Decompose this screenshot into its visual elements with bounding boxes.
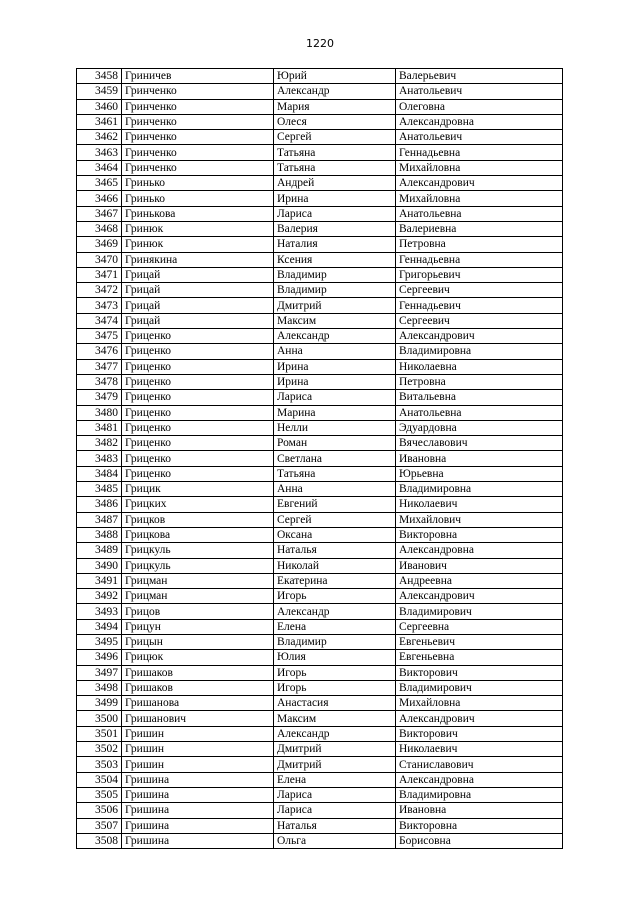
- patronymic-cell: Сергеевна: [396, 619, 563, 634]
- surname-cell: Грицков: [122, 512, 274, 527]
- table-row: [77, 298, 563, 313]
- row-number-cell: 3473: [77, 298, 122, 313]
- first-name-cell: Владимир: [274, 634, 396, 649]
- table-row: [77, 436, 563, 451]
- patronymic-cell: Викторович: [396, 726, 563, 741]
- surname-cell: Грицын: [122, 634, 274, 649]
- row-number-cell: 3486: [77, 497, 122, 512]
- name-table: [76, 68, 563, 849]
- row-number-cell: 3470: [77, 252, 122, 267]
- patronymic-cell: Михайловна: [396, 191, 563, 206]
- patronymic-cell: Григорьевич: [396, 267, 563, 282]
- first-name-cell: Владимир: [274, 267, 396, 282]
- table-row: [77, 283, 563, 298]
- row-number-cell: 3498: [77, 680, 122, 695]
- patronymic-cell: Сергеевич: [396, 313, 563, 328]
- patronymic-cell: Вячеславович: [396, 436, 563, 451]
- first-name-cell: Александр: [274, 726, 396, 741]
- patronymic-cell: Юрьевна: [396, 466, 563, 481]
- patronymic-cell: Геннадьевна: [396, 252, 563, 267]
- patronymic-cell: Геннадьевич: [396, 298, 563, 313]
- table-row: [77, 176, 563, 191]
- row-number-cell: 3503: [77, 757, 122, 772]
- row-number-cell: 3505: [77, 787, 122, 802]
- table-row: [77, 69, 563, 84]
- table-row: [77, 527, 563, 542]
- surname-cell: Гришина: [122, 818, 274, 833]
- table-row: [77, 267, 563, 282]
- surname-cell: Гриничев: [122, 69, 274, 84]
- table-row: [77, 420, 563, 435]
- patronymic-cell: Николаевич: [396, 497, 563, 512]
- patronymic-cell: Александровна: [396, 772, 563, 787]
- surname-cell: Гриценко: [122, 374, 274, 389]
- first-name-cell: Лариса: [274, 390, 396, 405]
- row-number-cell: 3460: [77, 99, 122, 114]
- row-number-cell: 3463: [77, 145, 122, 160]
- surname-cell: Гришина: [122, 803, 274, 818]
- first-name-cell: Елена: [274, 619, 396, 634]
- patronymic-cell: Валериевна: [396, 221, 563, 236]
- row-number-cell: 3501: [77, 726, 122, 741]
- row-number-cell: 3459: [77, 84, 122, 99]
- row-number-cell: 3477: [77, 359, 122, 374]
- first-name-cell: Юлия: [274, 650, 396, 665]
- surname-cell: Гринькова: [122, 206, 274, 221]
- table-row: [77, 221, 563, 236]
- patronymic-cell: Иванович: [396, 558, 563, 573]
- patronymic-cell: Геннадьевна: [396, 145, 563, 160]
- table-row: [77, 772, 563, 787]
- table-row: [77, 497, 563, 512]
- table-row: [77, 451, 563, 466]
- surname-cell: Гришанович: [122, 711, 274, 726]
- surname-cell: Гришаков: [122, 680, 274, 695]
- first-name-cell: Роман: [274, 436, 396, 451]
- first-name-cell: Нелли: [274, 420, 396, 435]
- patronymic-cell: Ивановна: [396, 451, 563, 466]
- table-row: [77, 405, 563, 420]
- table-row: [77, 833, 563, 848]
- first-name-cell: Оксана: [274, 527, 396, 542]
- patronymic-cell: Владимировна: [396, 787, 563, 802]
- table-row: [77, 191, 563, 206]
- patronymic-cell: Станиславович: [396, 757, 563, 772]
- first-name-cell: Максим: [274, 711, 396, 726]
- row-number-cell: 3489: [77, 543, 122, 558]
- row-number-cell: 3496: [77, 650, 122, 665]
- row-number-cell: 3474: [77, 313, 122, 328]
- patronymic-cell: Владимирович: [396, 604, 563, 619]
- surname-cell: Гринченко: [122, 114, 274, 129]
- surname-cell: Грицкуль: [122, 543, 274, 558]
- table-row: [77, 589, 563, 604]
- surname-cell: Гринякина: [122, 252, 274, 267]
- row-number-cell: 3458: [77, 69, 122, 84]
- row-number-cell: 3478: [77, 374, 122, 389]
- row-number-cell: 3467: [77, 206, 122, 221]
- patronymic-cell: Михайлович: [396, 512, 563, 527]
- surname-cell: Грицик: [122, 482, 274, 497]
- patronymic-cell: Николаевич: [396, 742, 563, 757]
- row-number-cell: 3464: [77, 160, 122, 175]
- table-row: [77, 543, 563, 558]
- surname-cell: Гринюк: [122, 237, 274, 252]
- patronymic-cell: Анатольевич: [396, 130, 563, 145]
- table-row: [77, 634, 563, 649]
- row-number-cell: 3500: [77, 711, 122, 726]
- first-name-cell: Юрий: [274, 69, 396, 84]
- table-row: [77, 114, 563, 129]
- row-number-cell: 3480: [77, 405, 122, 420]
- first-name-cell: Дмитрий: [274, 742, 396, 757]
- surname-cell: Грицун: [122, 619, 274, 634]
- first-name-cell: Светлана: [274, 451, 396, 466]
- first-name-cell: Ольга: [274, 833, 396, 848]
- surname-cell: Гришина: [122, 772, 274, 787]
- first-name-cell: Анастасия: [274, 696, 396, 711]
- patronymic-cell: Владимирович: [396, 680, 563, 695]
- row-number-cell: 3493: [77, 604, 122, 619]
- first-name-cell: Игорь: [274, 680, 396, 695]
- table-row: [77, 252, 563, 267]
- surname-cell: Грицких: [122, 497, 274, 512]
- surname-cell: Гринченко: [122, 84, 274, 99]
- row-number-cell: 3485: [77, 482, 122, 497]
- patronymic-cell: Александрович: [396, 329, 563, 344]
- patronymic-cell: Витальевна: [396, 390, 563, 405]
- first-name-cell: Екатерина: [274, 573, 396, 588]
- first-name-cell: Евгений: [274, 497, 396, 512]
- surname-cell: Гриценко: [122, 436, 274, 451]
- table-row: [77, 604, 563, 619]
- patronymic-cell: Николаевна: [396, 359, 563, 374]
- row-number-cell: 3475: [77, 329, 122, 344]
- table-row: [77, 742, 563, 757]
- surname-cell: Гришин: [122, 757, 274, 772]
- surname-cell: Гришина: [122, 833, 274, 848]
- surname-cell: Грицай: [122, 267, 274, 282]
- first-name-cell: Максим: [274, 313, 396, 328]
- patronymic-cell: Александровна: [396, 114, 563, 129]
- row-number-cell: 3481: [77, 420, 122, 435]
- first-name-cell: Дмитрий: [274, 757, 396, 772]
- patronymic-cell: Викторовна: [396, 527, 563, 542]
- surname-cell: Гринюк: [122, 221, 274, 236]
- first-name-cell: Олеся: [274, 114, 396, 129]
- surname-cell: Гриценко: [122, 390, 274, 405]
- table-row: [77, 206, 563, 221]
- surname-cell: Грицюк: [122, 650, 274, 665]
- patronymic-cell: Сергеевич: [396, 283, 563, 298]
- first-name-cell: Наталия: [274, 237, 396, 252]
- row-number-cell: 3484: [77, 466, 122, 481]
- surname-cell: Гриценко: [122, 405, 274, 420]
- row-number-cell: 3507: [77, 818, 122, 833]
- table-row: [77, 558, 563, 573]
- table-row: [77, 99, 563, 114]
- row-number-cell: 3495: [77, 634, 122, 649]
- patronymic-cell: Эдуардовна: [396, 420, 563, 435]
- table-row: [77, 787, 563, 802]
- row-number-cell: 3497: [77, 665, 122, 680]
- row-number-cell: 3487: [77, 512, 122, 527]
- row-number-cell: 3491: [77, 573, 122, 588]
- first-name-cell: Лариса: [274, 206, 396, 221]
- surname-cell: Гриценко: [122, 329, 274, 344]
- surname-cell: Грицай: [122, 313, 274, 328]
- table-row: [77, 512, 563, 527]
- surname-cell: Грицман: [122, 589, 274, 604]
- row-number-cell: 3471: [77, 267, 122, 282]
- first-name-cell: Татьяна: [274, 160, 396, 175]
- first-name-cell: Ирина: [274, 359, 396, 374]
- surname-cell: Гриценко: [122, 344, 274, 359]
- row-number-cell: 3479: [77, 390, 122, 405]
- surname-cell: Гринченко: [122, 145, 274, 160]
- patronymic-cell: Владимировна: [396, 344, 563, 359]
- first-name-cell: Наталья: [274, 818, 396, 833]
- surname-cell: Грицкуль: [122, 558, 274, 573]
- row-number-cell: 3506: [77, 803, 122, 818]
- patronymic-cell: Евгеньевна: [396, 650, 563, 665]
- first-name-cell: Лариса: [274, 803, 396, 818]
- patronymic-cell: Александрович: [396, 711, 563, 726]
- row-number-cell: 3508: [77, 833, 122, 848]
- patronymic-cell: Петровна: [396, 237, 563, 252]
- first-name-cell: Александр: [274, 604, 396, 619]
- table-row: [77, 237, 563, 252]
- table-row: [77, 665, 563, 680]
- table-row: [77, 803, 563, 818]
- first-name-cell: Марина: [274, 405, 396, 420]
- row-number-cell: 3465: [77, 176, 122, 191]
- surname-cell: Гринько: [122, 176, 274, 191]
- surname-cell: Гринченко: [122, 130, 274, 145]
- table-row: [77, 160, 563, 175]
- first-name-cell: Анна: [274, 344, 396, 359]
- surname-cell: Гришаков: [122, 665, 274, 680]
- first-name-cell: Мария: [274, 99, 396, 114]
- first-name-cell: Лариса: [274, 787, 396, 802]
- table-row: [77, 313, 563, 328]
- surname-cell: Гриценко: [122, 359, 274, 374]
- patronymic-cell: Ивановна: [396, 803, 563, 818]
- row-number-cell: 3472: [77, 283, 122, 298]
- patronymic-cell: Валерьевич: [396, 69, 563, 84]
- patronymic-cell: Андреевна: [396, 573, 563, 588]
- row-number-cell: 3502: [77, 742, 122, 757]
- first-name-cell: Ирина: [274, 374, 396, 389]
- surname-cell: Грицай: [122, 298, 274, 313]
- patronymic-cell: Петровна: [396, 374, 563, 389]
- table-row: [77, 466, 563, 481]
- patronymic-cell: Александрович: [396, 589, 563, 604]
- patronymic-cell: Александрович: [396, 176, 563, 191]
- patronymic-cell: Олеговна: [396, 99, 563, 114]
- table-row: [77, 619, 563, 634]
- row-number-cell: 3468: [77, 221, 122, 236]
- surname-cell: Гринченко: [122, 160, 274, 175]
- table-row: [77, 696, 563, 711]
- table-row: [77, 711, 563, 726]
- row-number-cell: 3488: [77, 527, 122, 542]
- surname-cell: Грицкова: [122, 527, 274, 542]
- first-name-cell: Татьяна: [274, 145, 396, 160]
- surname-cell: Гриценко: [122, 420, 274, 435]
- table-row: [77, 359, 563, 374]
- row-number-cell: 3461: [77, 114, 122, 129]
- table-row: [77, 818, 563, 833]
- table-row: [77, 390, 563, 405]
- row-number-cell: 3466: [77, 191, 122, 206]
- patronymic-cell: Владимировна: [396, 482, 563, 497]
- first-name-cell: Анна: [274, 482, 396, 497]
- row-number-cell: 3499: [77, 696, 122, 711]
- patronymic-cell: Викторовна: [396, 818, 563, 833]
- surname-cell: Гриценко: [122, 466, 274, 481]
- table-row: [77, 329, 563, 344]
- table-row: [77, 482, 563, 497]
- first-name-cell: Александр: [274, 84, 396, 99]
- table-row: [77, 84, 563, 99]
- row-number-cell: 3504: [77, 772, 122, 787]
- first-name-cell: Андрей: [274, 176, 396, 191]
- row-number-cell: 3490: [77, 558, 122, 573]
- first-name-cell: Дмитрий: [274, 298, 396, 313]
- first-name-cell: Игорь: [274, 665, 396, 680]
- patronymic-cell: Борисовна: [396, 833, 563, 848]
- table-row: [77, 650, 563, 665]
- table-row: [77, 374, 563, 389]
- row-number-cell: 3492: [77, 589, 122, 604]
- patronymic-cell: Анатольевич: [396, 84, 563, 99]
- patronymic-cell: Евгеньевич: [396, 634, 563, 649]
- surname-cell: Гришин: [122, 742, 274, 757]
- table-row: [77, 130, 563, 145]
- first-name-cell: Николай: [274, 558, 396, 573]
- table-row: [77, 726, 563, 741]
- first-name-cell: Владимир: [274, 283, 396, 298]
- first-name-cell: Сергей: [274, 130, 396, 145]
- patronymic-cell: Анатольевна: [396, 405, 563, 420]
- patronymic-cell: Анатольевна: [396, 206, 563, 221]
- table-row: [77, 573, 563, 588]
- row-number-cell: 3483: [77, 451, 122, 466]
- surname-cell: Грицов: [122, 604, 274, 619]
- surname-cell: Гринько: [122, 191, 274, 206]
- surname-cell: Гришина: [122, 787, 274, 802]
- table-row: [77, 680, 563, 695]
- row-number-cell: 3462: [77, 130, 122, 145]
- row-number-cell: 3494: [77, 619, 122, 634]
- row-number-cell: 3476: [77, 344, 122, 359]
- surname-cell: Грицман: [122, 573, 274, 588]
- first-name-cell: Наталья: [274, 543, 396, 558]
- surname-cell: Гринченко: [122, 99, 274, 114]
- first-name-cell: Елена: [274, 772, 396, 787]
- table-row: [77, 145, 563, 160]
- page-number: 1220: [306, 37, 334, 50]
- surname-cell: Грицай: [122, 283, 274, 298]
- first-name-cell: Валерия: [274, 221, 396, 236]
- patronymic-cell: Александровна: [396, 543, 563, 558]
- first-name-cell: Ксения: [274, 252, 396, 267]
- surname-cell: Гриценко: [122, 451, 274, 466]
- surname-cell: Гришин: [122, 726, 274, 741]
- row-number-cell: 3482: [77, 436, 122, 451]
- first-name-cell: Игорь: [274, 589, 396, 604]
- table-row: [77, 344, 563, 359]
- patronymic-cell: Михайловна: [396, 696, 563, 711]
- first-name-cell: Сергей: [274, 512, 396, 527]
- first-name-cell: Татьяна: [274, 466, 396, 481]
- table-body: [77, 69, 563, 849]
- table-row: [77, 757, 563, 772]
- first-name-cell: Ирина: [274, 191, 396, 206]
- patronymic-cell: Михайловна: [396, 160, 563, 175]
- patronymic-cell: Викторович: [396, 665, 563, 680]
- surname-cell: Гришанова: [122, 696, 274, 711]
- first-name-cell: Александр: [274, 329, 396, 344]
- row-number-cell: 3469: [77, 237, 122, 252]
